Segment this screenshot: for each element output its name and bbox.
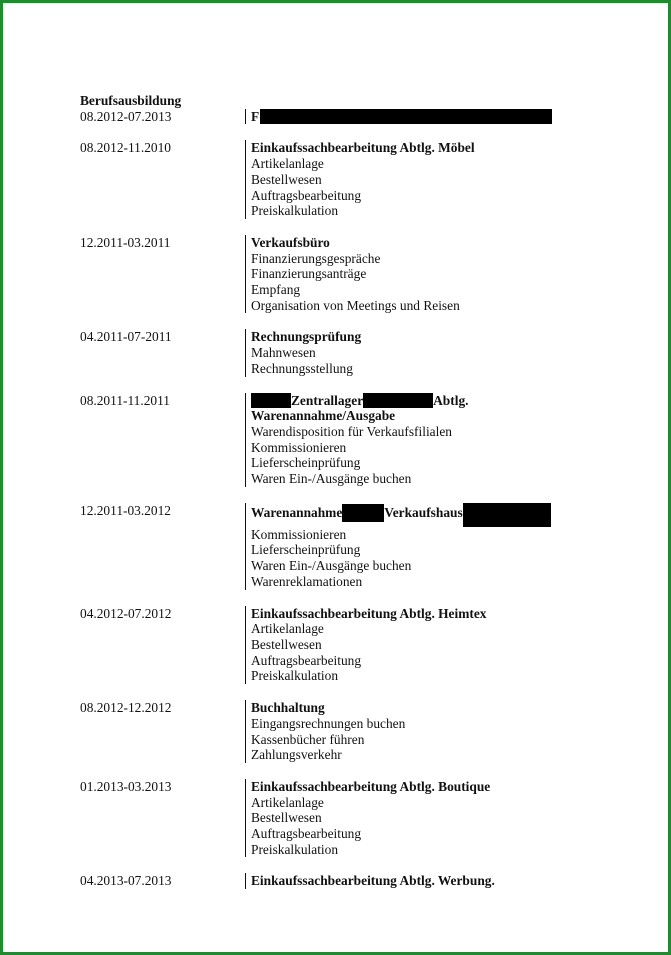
entry-details: [245, 235, 591, 314]
section-title: Berufsausbildung: [80, 93, 182, 108]
entry-date: 08.2012-11.2010: [80, 140, 172, 156]
entry-role: Einkaufssachbearbeitung Abtlg. Werbung.: [251, 873, 495, 889]
entry-details: [245, 503, 591, 590]
entry-role-part2: Verkaufshaus: [384, 504, 463, 520]
entry-task: Auftragsbearbeitung: [251, 187, 362, 203]
entry-role-part1: Warenannahme: [251, 504, 343, 520]
entry-task: Artikelanlage: [251, 156, 324, 172]
entry-role-prefix: F: [251, 108, 260, 124]
entry-task: Rechnungsstellung: [251, 360, 353, 376]
entry-warenannahme: [80, 503, 640, 590]
entry-task: Kommissionieren: [251, 526, 347, 542]
entry-task: Bestellwesen: [251, 810, 322, 826]
entries-group-b: [80, 606, 640, 890]
entry-role-line2: Warenannahme/Ausgabe: [251, 408, 396, 424]
entry-details: [245, 109, 591, 125]
entry-details: [245, 873, 591, 889]
redaction-bar: [463, 503, 551, 527]
entry-role: Verkaufsbüro: [251, 234, 330, 250]
entry-date: 04.2011-07-2011: [80, 329, 172, 345]
entry-details: [245, 700, 591, 763]
entry-role-part1: Zentrallager: [291, 392, 364, 408]
entry-task: Finanzierungsanträge: [251, 266, 367, 282]
entry-zentrallager: [80, 393, 640, 487]
entry-date: 08.2012-07.2013: [80, 108, 172, 124]
entry-task: Eingangsrechnungen buchen: [251, 715, 406, 731]
entry-task: Bestellwesen: [251, 171, 322, 187]
entry-task: Artikelanlage: [251, 794, 324, 810]
entry-date: 04.2013-07.2013: [80, 873, 172, 889]
entry-task: Kommissionieren: [251, 439, 347, 455]
entry: [80, 700, 640, 763]
entry-task: Preiskalkulation: [251, 841, 339, 857]
entry-date: 08.2012-12.2012: [80, 700, 172, 716]
entry-role: Einkaufssachbearbeitung Abtlg. Boutique: [251, 778, 491, 794]
entry-role: Buchhaltung: [251, 700, 325, 716]
entry-details: [245, 779, 591, 858]
entry-task: Bestellwesen: [251, 636, 322, 652]
entry-task: Finanzierungsgespräche: [251, 250, 381, 266]
entry-task: Auftragsbearbeitung: [251, 652, 362, 668]
redaction-bar: [363, 393, 433, 408]
entry-task: Lieferscheinprüfung: [251, 455, 361, 471]
entry-details: [245, 606, 591, 685]
entry-role: Einkaufssachbearbeitung Abtlg. Möbel: [251, 140, 475, 156]
entry-task: Artikelanlage: [251, 621, 324, 637]
entry-task: Empfang: [251, 282, 301, 298]
entry-task: Preiskalkulation: [251, 668, 339, 684]
entry: [80, 779, 640, 858]
entry-details: [245, 329, 591, 376]
entry-task: Mahnwesen: [251, 345, 316, 361]
redaction-bar: [251, 393, 291, 408]
entry-task-list: [251, 424, 591, 487]
entry-role: [251, 393, 591, 409]
entry-date: 12.2011-03.2012: [80, 502, 172, 518]
entry-task: Preiskalkulation: [251, 203, 339, 219]
redaction-bar: [342, 504, 384, 522]
entry-role: Rechnungsprüfung: [251, 329, 362, 345]
cv-content: [80, 93, 640, 889]
entry: [80, 140, 640, 219]
entry-first: [80, 109, 640, 125]
entry: [80, 329, 640, 376]
entry-task: Warenreklamationen: [251, 573, 363, 589]
entry-date: 08.2011-11.2011: [80, 392, 171, 408]
entry: [80, 873, 640, 889]
entry-date: 01.2013-03.2013: [80, 778, 172, 794]
entry: [80, 606, 640, 685]
entry-task: Zahlungsverkehr: [251, 747, 342, 763]
entry-role: Einkaufssachbearbeitung Abtlg. Heimtex: [251, 605, 487, 621]
entry-task: Waren Ein-/Ausgänge buchen: [251, 471, 412, 487]
entry-task: Kassenbücher führen: [251, 731, 365, 747]
redaction-bar: [260, 109, 552, 124]
entry-task: Organisation von Meetings und Reisen: [251, 297, 460, 313]
entry: [80, 235, 640, 314]
entry-task: Waren Ein-/Ausgänge buchen: [251, 558, 412, 574]
entry-details: [245, 140, 591, 219]
entry-task: Lieferscheinprüfung: [251, 542, 361, 558]
entry-task-list: [251, 527, 591, 590]
entries-group-a: [80, 140, 640, 392]
entry-task: Auftragsbearbeitung: [251, 826, 362, 842]
entry-date: 12.2011-03.2011: [80, 234, 171, 250]
entry-date: 04.2012-07.2012: [80, 605, 172, 621]
entry-role: [251, 503, 591, 527]
entry-details: [245, 393, 591, 487]
entry-task: Warendisposition für Verkaufsfilialen: [251, 423, 452, 439]
entry-role-part2: Abtlg.: [433, 392, 469, 408]
